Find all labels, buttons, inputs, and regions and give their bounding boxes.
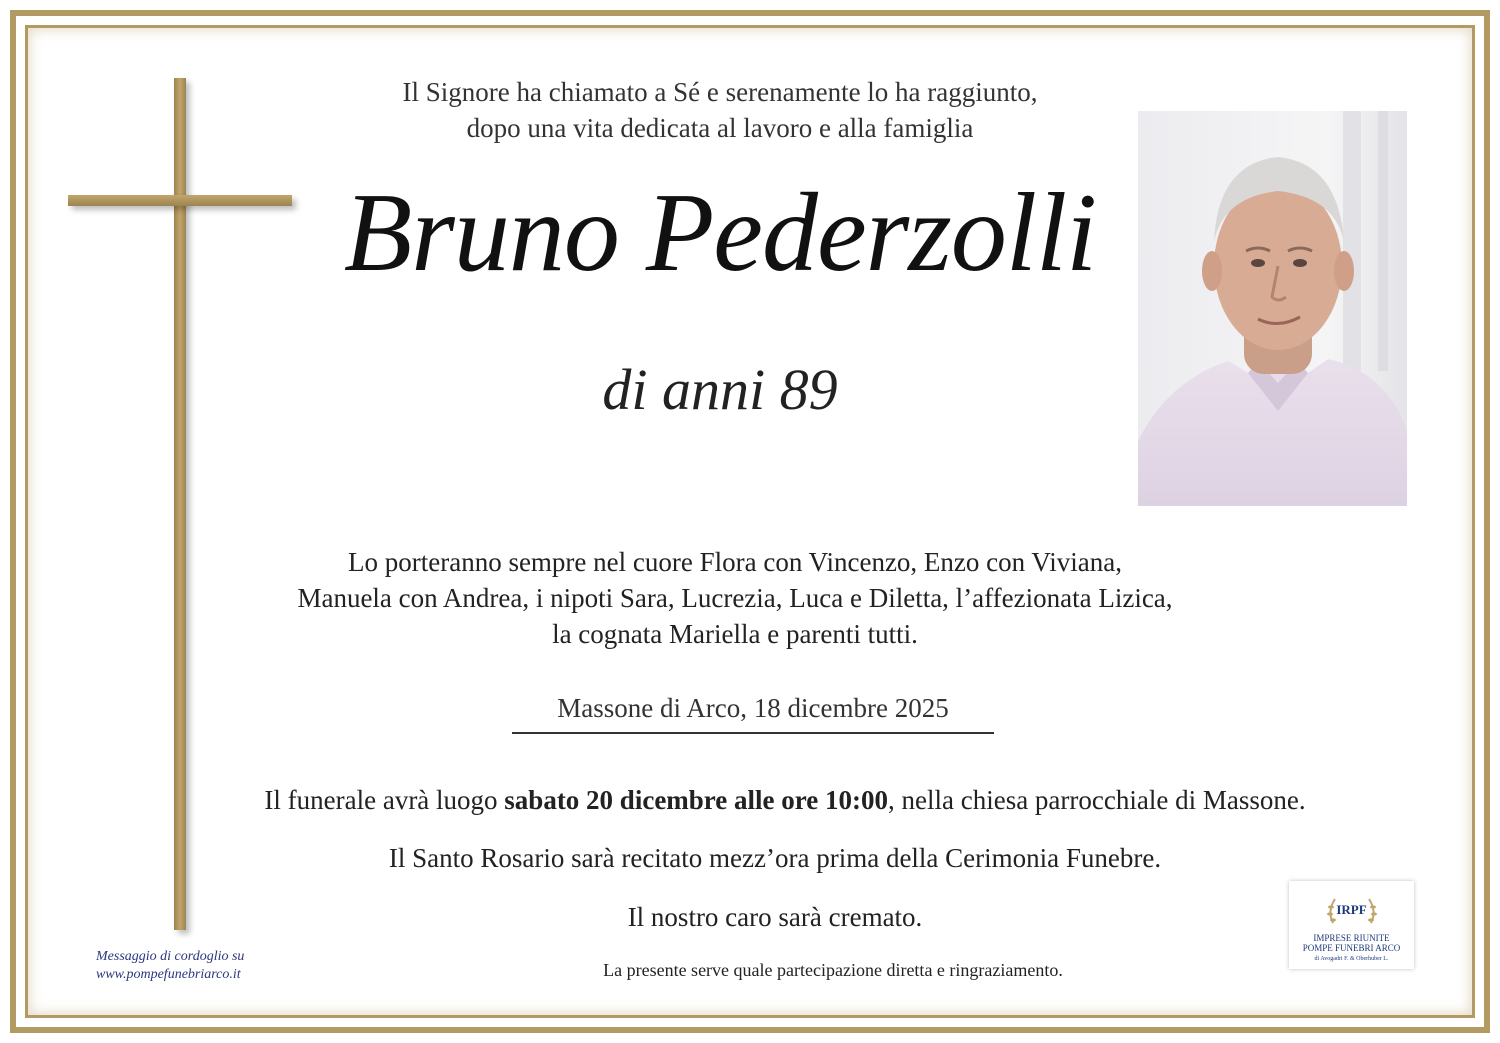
place-and-date: Massone di Arco, 18 dicembre 2025 bbox=[512, 690, 994, 734]
funeral-info bbox=[150, 782, 1420, 818]
deceased-name: Bruno Pederzolli bbox=[343, 171, 1097, 295]
portrait-illustration bbox=[1138, 111, 1407, 506]
funeral-prefix: Il funerale avrà luogo bbox=[264, 785, 505, 815]
rosary-info: Il Santo Rosario sarà recitato mezz’ora prima della Cerimonia Funebre. bbox=[388, 843, 1162, 873]
mourners-line-1: Lo porteranno sempre nel cuore Flora con Vincenzo, Enzo con Viviana, bbox=[348, 547, 1122, 577]
cremation-info: Il nostro caro sarà cremato. bbox=[627, 902, 923, 932]
intro-line-1: Il Signore ha chiamato a Sé e serenamente lo ha raggiunto, bbox=[402, 77, 1038, 107]
mourners-text bbox=[200, 544, 1270, 652]
logo-line-1: IMPRESE RIUNITE bbox=[1313, 933, 1390, 943]
mourners-line-2: Manuela con Andrea, i nipoti Sara, Lucrezia, Luca e Diletta, l’affezionata Lizica, bbox=[297, 583, 1173, 613]
intro-text bbox=[300, 74, 1140, 146]
funeral-suffix: , nella chiesa parrocchiale di Massone. bbox=[888, 785, 1306, 815]
logo-abbreviation: IRPF bbox=[1336, 902, 1367, 917]
logo-line-2: POMPE FUNEBRI ARCO bbox=[1302, 943, 1401, 953]
condolence-link[interactable]: www.pompefunebriarco.it bbox=[96, 967, 241, 982]
intro-line-2: dopo una vita dedicata al lavoro e alla famiglia bbox=[466, 113, 974, 143]
funeral-home-logo bbox=[1289, 881, 1414, 969]
funeral-datetime: sabato 20 dicembre alle ore 10:00 bbox=[504, 785, 888, 815]
mourners-line-3: la cognata Mariella e parenti tutti. bbox=[552, 619, 918, 649]
condolence-line-1: Messaggio di cordoglio su bbox=[96, 949, 245, 964]
condolence-message bbox=[96, 948, 296, 984]
deceased-age: di anni 89 bbox=[602, 357, 838, 422]
logo-line-3: di Avogadri F. & Oberhuber L. bbox=[1314, 956, 1389, 962]
portrait-photo bbox=[1138, 111, 1407, 506]
participation-notice: La presente serve quale partecipazione diretta e ringraziamento. bbox=[603, 960, 1063, 980]
cross-horizontal-bar bbox=[68, 195, 292, 206]
